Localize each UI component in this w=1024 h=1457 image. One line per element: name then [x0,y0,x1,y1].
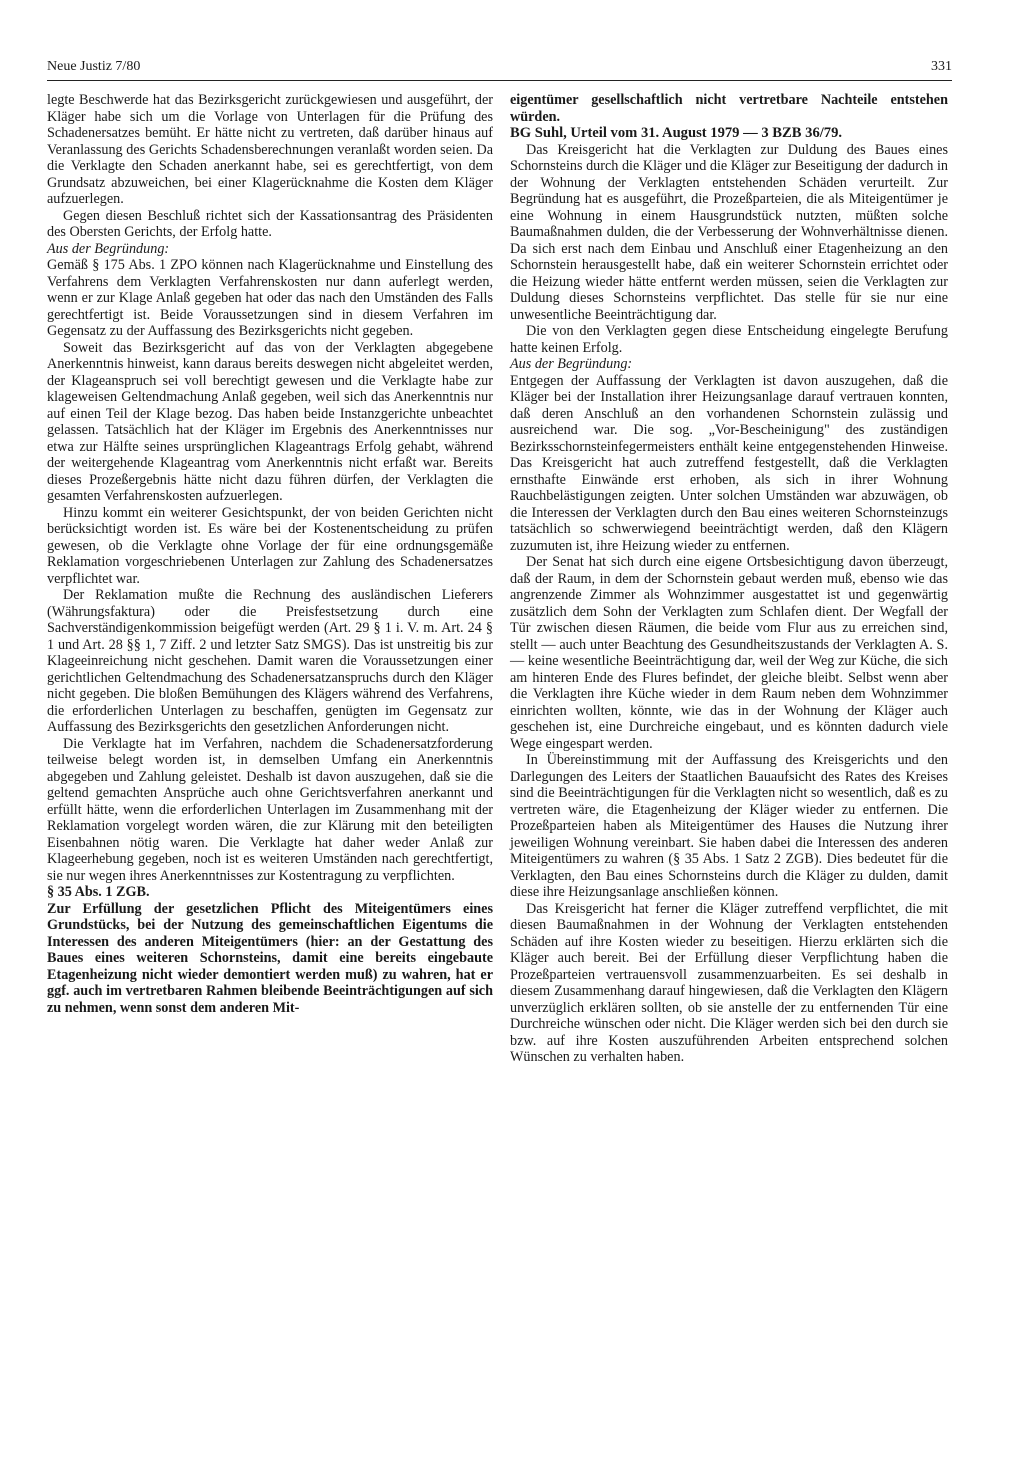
right-column [510,92,948,1066]
section-title: § 35 Abs. 1 ZGB. [47,884,150,900]
paragraph: Die von den Verklagten gegen diese Entscheidung eingelegte Berufung hatte keinen Erfolg. [510,323,948,356]
left-column [47,92,493,1016]
paragraph: In Übereinstimmung mit der Auffassung des Kreisgerichts und den Darlegungen des Leiters der Staatlichen Bauaufsicht des Rates des Kreises sind die Beeinträchtigungen für die Verklagten nicht so wesentlich, daß es zu vertreten wäre, die Etagenheizung der Kläger wieder zu entfernen. Die Prozeßparteien haben als Miteigentümer des Hauses die Nutzung ihrer jeweiligen Wohnung vereinbart. Sie haben dabei die Interessen des anderen Miteigentümers zu wahren (§ 35 Abs. 1 Satz 2 ZGB). Dies bedeutet für die Verklagten, den Bau eines Schornsteins durch die Kläger zu dulden, damit diese ihre Heizungsanlage anschließen können. [510,752,948,900]
paragraph: Hinzu kommt ein weiterer Gesichtspunkt, der von beiden Gerichten nicht berücksichtigt worden ist. Es wäre bei der Kostenentscheidung zu prüfen gewesen, ob die Verklagte ohne Vorlage der für eine ordnungsgemäße Reklamation vorgeschriebenen Unterlagen zur Zahlung des Schadenersatzes verpflichtet war. [47,504,493,587]
subheading: Aus der Begründung: [510,356,633,372]
paragraph: Soweit das Bezirksgericht auf das von der Verklagten abgegebene Anerkenntnis hinweist, kann daraus bereits deswegen nicht abgeleitet werden, der Klageanspruch sei voll berechtigt gewesen und die Verklagte habe zur klageweisen Geltendmachung Anlaß gegeben, weil sich das Anerkenntnis nur auf einen Teil der Klage bezog. Das haben beide Instanzgerichte unbeachtet gelassen. Tatsächlich hat der Kläger im Ergebnis des Anerkenntnisses nur etwa zur Hälfte seines ursprünglichen Klageantrags Erfolg gehabt, während der weitergehende Klageantrag vom Anerkenntnis nicht erfaßt war. Bereits dieses Prozeßergebnis hätte nicht dazu führen dürfen, der Verklagten die gesamten Verfahrenskosten aufzuerlegen. [47,339,493,504]
paragraph: Das Kreisgericht hat ferner die Kläger zutreffend verpflichtet, die mit diesen Baumaßnahmen in der Wohnung der Verklagten entstehenden Schäden auf ihre Kosten wieder zu beseitigen. Hierzu erklärten sich die Kläger auch bereit. Bei der Erfüllung dieser Verpflichtung haben die Prozeßparteien vertrauensvoll zusammenzuarbeiten. Es sei deshalb in diesem Zusammenhang darauf hingewiesen, daß die Verklagten den Klägern unverzüglich erklären sollten, ob sie anstelle der zu entfernenden Tür eine Durchreiche wünschen oder nicht. Die Kläger werden sich bei den durch sie bzw. auf ihre Kosten auszuführenden Arbeiten entsprechend solchen Wünschen zu verhalten haben. [510,900,948,1065]
paragraph: Die Verklagte hat im Verfahren, nachdem die Schadenersatzforderung teilweise belegt worden ist, in demselben Umfang ein Anerkenntnis abgegeben und Zahlung geleistet. Deshalb ist davon auszugehen, daß sie die geltend gemachten Ansprüche auch ohne Gerichtsverfahren anerkannt und erfüllt hätte, wenn die erforderlichen Unterlagen im Zusammenhang mit der Reklamation vorgelegt worden wären, die zur Klärung mit den beteiligten Eisenbahnen nötig waren. Die Verklagte hat daher weder Anlaß zur Klageerhebung gegeben, noch ist es weiteren Umständen nach gerechtfertigt, sie nur wegen ihres Anerkenntnisses zur Kostentragung zu verpflichten. [47,735,493,884]
paragraph: Das Kreisgericht hat die Verklagten zur Duldung des Baues eines Schornsteins durch die Kläger und die Kläger zur Beseitigung der dadurch in der Wohnung der Verklagten entstehenden Schäden verurteilt. Zur Begründung hat es ausgeführt, die Prozeßparteien, die als Miteigentümer je eine Wohnung in einem Hausgrundstück nutzten, müßten solche Baumaßnahmen dulden, die der Verbesserung der Wohnverhältnisse dienen. Da sich erst nach dem Einbau und Anschluß einer Etagenheizung an den Schornstein herausgestellt habe, daß ein weiterer Schornstein errichtet oder die Heizung wieder hätte entfernt werden müssen, seien die Verklagten zur Duldung dieses Schornsteins verpflichtet. Das stelle für sie nur eine unwesentliche Beeinträchtigung dar. [510,141,948,323]
paragraph: legte Beschwerde hat das Bezirksgericht zurückgewiesen und ausgeführt, der Kläger habe sich um die Vorlage von Unterlagen für die Prüfung des Schadenersatzes bemüht. Er hätte nicht zu vertreten, daß darüber hinaus auf Veranlassung des Gerichts Schadensberechnungen veranlaßt worden seien. Da die Verklagte den Schaden anerkannt habe, sei es gerechtfertigt, von dem Grundsatz abzuweichen, bei einer Klagerücknahme die Kosten dem Kläger aufzuerlegen. [47,92,493,207]
journal-title: Neue Justiz 7/80 [47,59,141,74]
page-header [47,58,952,81]
headnote: Zur Erfüllung der gesetzlichen Pflicht des Miteigentümers eines Grundstücks, bei der Nutzung des gemeinschaftlichen Eigentums die Interessen des anderen Miteigentümers (hier: an der Gestattung des Baues eines weiteren Schornsteins, damit eine bereits eingebaute Etagenheizung nicht wieder demontiert werden muß) zu wahren, hat er ggf. auch im vertretbaren Rahmen bleibende Beeinträchtigungen auf sich zu nehmen, wenn sonst dem anderen Mit- [47,900,493,1016]
paragraph: Gemäß § 175 Abs. 1 ZPO können nach Klagerücknahme und Einstellung des Verfahrens dem Verklagten Verfahrenskosten nur dann auferlegt werden, wenn er zur Klage Anlaß gegeben hat oder das nach den Umständen des Falls gerechtfertigt ist. Beide Voraussetzungen sind in diesem Verfahren im Gegensatz zu der Auffassung des Bezirksgerichts nicht gegeben. [47,257,493,339]
case-title: BG Suhl, Urteil vom 31. August 1979 — 3 BZB 36/79. [510,125,843,141]
subheading: Aus der Begründung: [47,240,170,257]
paragraph: Der Reklamation mußte die Rechnung des ausländischen Lieferers (Währungsfaktura) oder die Preisfestsetzung durch eine Sachverständigenkommission beigefügt werden (Art. 29 § 1 i. V. m. Art. 24 § 1 und Art. 28 §§ 1, 7 Ziff. 2 und letzter Satz SMGS). Das ist unstreitig bis zur Klageeinreichung nicht geschehen. Damit waren die Voraussetzungen einer gerichtlichen Geltendmachung des Schadenersatzanspruchs durch den Kläger nicht gegeben. Die bloßen Bemühungen des Klägers während des Verfahrens, die erforderlichen Unterlagen zu beschaffen, genügten im Gegensatz zur Auffassung des Bezirksgerichts den gesetzlichen Anforderungen nicht. [47,587,493,735]
paragraph: Entgegen der Auffassung der Verklagten ist davon auszugehen, daß die Kläger bei der Installation ihrer Heizungsanlage darauf vertrauen konnten, daß deren Anschluß an den vorhandenen Schornstein zulässig und ausreichend war. Die sog. „Vor-Bescheinigung" des zuständigen Bezirksschornsteinfegermeisters enthält keine entgegenstehenden Hinweise. Das Kreisgericht hat auch zutreffend festgestellt, daß die Verklagten ernsthafte Einwände erst erhoben, als sich in ihrer Wohnung Rauchbelästigungen zeigten. Unter solchen Umständen war abzuwägen, ob die Interessen der Verklagten durch den Bau eines weiteren Schornsteinzugs tatsächlich so schwerwiegend beeinträchtigt werden, daß den Klägern zuzumuten ist, ihre Heizung wieder zu entfernen. [510,372,948,554]
page-number: 331 [931,59,952,74]
paragraph: Der Senat hat sich durch eine eigene Ortsbesichtigung davon überzeugt, daß der Raum, in dem der Schornstein gebaut werden muß, ebenso wie das angrenzende Zimmer als Wohnzimmer ausgestattet ist und gegenwärtig zusätzlich dem Sohn der Verklagten zum Schlafen dient. Der Wegfall der Tür zwischen diesen Räumen, die beide vom Flur aus zu erreichen sind, stellt — auch unter Beachtung des Gesundheitszustands der Verklagten A. S. — keine wesentliche Beeinträchtigung dar, weil der Weg zur Küche, die sich am hinteren Ende des Flures befindet, der gleiche bleibt. Selbst wenn aber die Verklagten ihre Küche wieder in dem Raum neben dem Wohnzimmer einrichten wollten, könnte, wie das in der Wohnung der Kläger auch geschehen ist, eine Durchreiche eingebaut, und es könnten dadurch viele Wege eingespart werden. [510,554,948,752]
headnote-continued: eigentümer gesellschaftlich nicht vertretbare Nachteile entstehen würden. [510,92,948,125]
paragraph: Gegen diesen Beschluß richtet sich der Kassationsantrag des Präsidenten des Obersten Gerichts, der Erfolg hatte. [47,207,493,240]
